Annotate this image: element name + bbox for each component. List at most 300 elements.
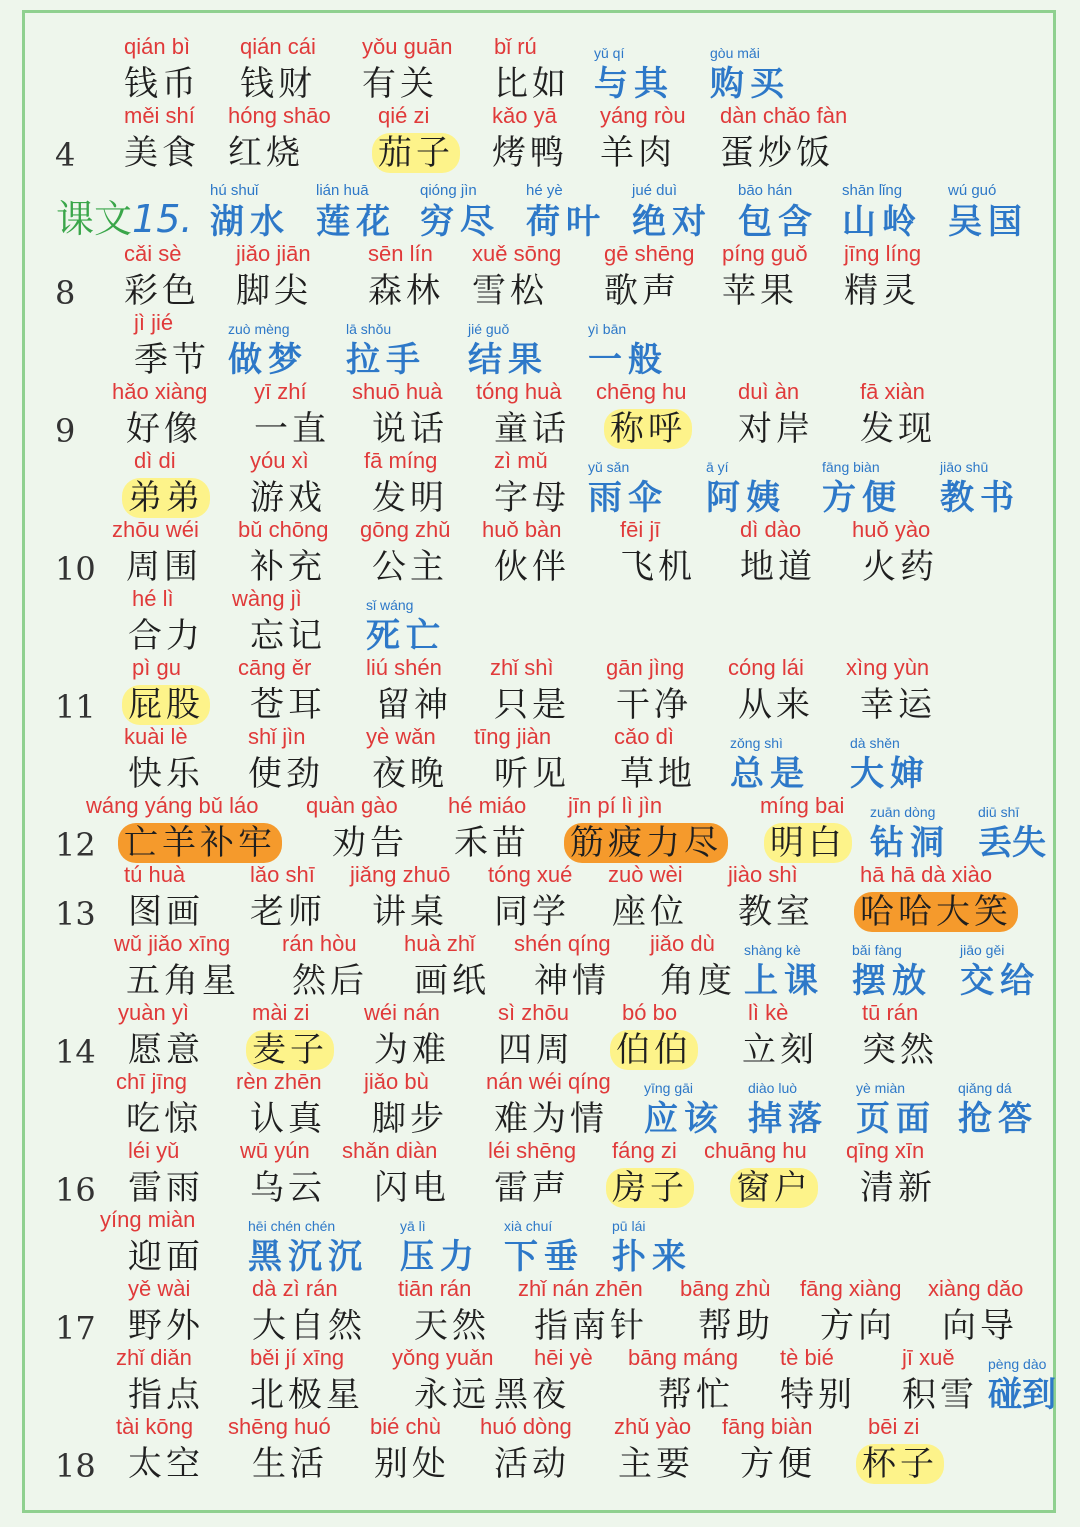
hanzi: 山岭 — [842, 202, 922, 242]
hanzi: 方向 — [820, 1306, 896, 1346]
pinyin: wū yún — [240, 1138, 310, 1163]
pinyin: yóu xì — [250, 448, 309, 473]
hanzi: 美食 — [124, 133, 200, 173]
pinyin: yíng miàn — [100, 1207, 196, 1232]
hanzi: 草地 — [620, 754, 696, 794]
pinyin: fáng zi — [612, 1138, 677, 1163]
pinyin: léi shēng — [488, 1138, 577, 1163]
pinyin: wàng jì — [232, 586, 302, 611]
hanzi: 画纸 — [414, 961, 490, 1001]
pinyin: zhǐ nán zhēn — [518, 1276, 643, 1301]
pinyin: xiàng dǎo — [928, 1276, 1024, 1301]
pinyin: hé miáo — [448, 793, 527, 818]
pinyin: bǐ rú — [494, 34, 537, 59]
pinyin: lā shǒu — [346, 321, 392, 337]
lesson-number: 17 — [55, 1309, 96, 1347]
pinyin: qián cái — [240, 34, 316, 59]
hanzi: 钱币 — [124, 64, 200, 104]
hanzi: 野外 — [128, 1306, 204, 1346]
hanzi: 教室 — [738, 892, 814, 932]
hanzi: 黑夜 — [494, 1375, 570, 1415]
hanzi: 麦子 — [246, 1030, 334, 1070]
pinyin: shǐ jìn — [248, 724, 306, 749]
pinyin: fāng biàn — [722, 1414, 813, 1439]
pinyin: gē shēng — [604, 241, 695, 266]
pinyin: huǒ yào — [852, 517, 931, 542]
lesson-number: 14 — [55, 1033, 96, 1071]
pinyin: cāng ěr — [238, 655, 312, 680]
pinyin: zuān dòng — [870, 804, 936, 820]
pinyin: cǎo dì — [614, 724, 674, 749]
hanzi: 夜晚 — [372, 754, 448, 794]
hanzi: 哈哈大笑 — [854, 892, 1018, 932]
word-row — [0, 862, 1080, 934]
pinyin: duì àn — [738, 379, 800, 404]
pinyin: shén qíng — [514, 931, 611, 956]
pinyin: jiǎo jiān — [236, 241, 311, 266]
pinyin: kǎo yā — [492, 103, 557, 128]
pinyin: jì jié — [134, 310, 174, 335]
pinyin: zhǐ shì — [490, 655, 554, 680]
pinyin: nán wéi qíng — [486, 1069, 611, 1094]
hanzi: 大婶 — [850, 754, 930, 794]
hanzi: 从来 — [738, 685, 814, 725]
hanzi: 指南针 — [534, 1306, 648, 1346]
pinyin: yī zhí — [254, 379, 307, 404]
hanzi: 童话 — [494, 409, 570, 449]
pinyin: měi shí — [124, 103, 195, 128]
pinyin: yáng ròu — [600, 103, 686, 128]
hanzi: 雷雨 — [128, 1168, 204, 1208]
hanzi: 永远 — [414, 1375, 490, 1415]
pinyin: jiāo shū — [940, 459, 989, 475]
pinyin: gān jìng — [606, 655, 685, 680]
pinyin: diū shī — [978, 804, 1020, 820]
hanzi: 天然 — [414, 1306, 490, 1346]
pinyin: hé lì — [132, 586, 174, 611]
pinyin: qián bì — [124, 34, 191, 59]
pinyin: pì gu — [132, 655, 181, 680]
hanzi: 绝对 — [632, 202, 712, 242]
hanzi: 神情 — [534, 961, 610, 1001]
hanzi: 荷叶 — [526, 202, 606, 242]
pinyin: chuāng hu — [704, 1138, 807, 1163]
hanzi: 比如 — [494, 64, 570, 104]
pinyin: zhǔ yào — [614, 1414, 692, 1439]
hanzi: 莲花 — [316, 202, 396, 242]
pinyin: jīng líng — [844, 241, 922, 266]
pinyin: mài zi — [252, 1000, 310, 1025]
hanzi: 愿意 — [128, 1030, 204, 1070]
hanzi: 干净 — [616, 685, 692, 725]
hanzi: 称呼 — [604, 409, 692, 449]
pinyin: rán hòu — [282, 931, 357, 956]
lesson-number: 13 — [55, 895, 96, 933]
hanzi: 明白 — [764, 823, 852, 863]
pinyin: jiāo gěi — [960, 942, 1005, 958]
hanzi: 摆放 — [852, 961, 932, 1001]
pinyin: hóng shāo — [228, 103, 331, 128]
pinyin: sǐ wáng — [366, 597, 414, 613]
hanzi: 讲桌 — [372, 892, 448, 932]
pinyin: fēi jī — [620, 517, 661, 542]
pinyin: huà zhǐ — [404, 931, 475, 956]
hanzi: 帮助 — [698, 1306, 774, 1346]
pinyin: gōng zhǔ — [360, 517, 451, 542]
pinyin: jiǎng zhuō — [350, 862, 451, 887]
pinyin: qīng xīn — [846, 1138, 925, 1163]
hanzi: 包含 — [738, 202, 818, 242]
pinyin: xuě sōng — [472, 241, 562, 266]
hanzi: 脚步 — [372, 1099, 448, 1139]
hanzi: 脚尖 — [236, 271, 312, 311]
hanzi: 湖水 — [210, 202, 290, 242]
pinyin: yā lì — [400, 1218, 426, 1234]
word-row — [0, 793, 1080, 865]
pinyin: jiǎo bù — [364, 1069, 429, 1094]
pinyin: zì mǔ — [494, 448, 548, 473]
pinyin: xìng yùn — [846, 655, 930, 680]
word-row — [0, 310, 1080, 382]
hanzi: 火药 — [862, 547, 938, 587]
hanzi: 穷尽 — [420, 202, 500, 242]
pinyin: fāng xiàng — [800, 1276, 902, 1301]
hanzi: 难为情 — [494, 1099, 608, 1139]
pinyin: chēng hu — [596, 379, 687, 404]
hanzi: 钱财 — [240, 64, 316, 104]
hanzi: 房子 — [606, 1168, 694, 1208]
hanzi: 下垂 — [504, 1237, 584, 1277]
pinyin: fā xiàn — [860, 379, 925, 404]
pinyin: léi yǔ — [128, 1138, 180, 1163]
hanzi: 地道 — [740, 547, 816, 587]
pinyin: yǒu guān — [362, 34, 453, 59]
word-row — [0, 1414, 1080, 1486]
pinyin: zuò mèng — [228, 321, 290, 337]
pinyin: sì zhōu — [498, 1000, 569, 1025]
pinyin: huó dòng — [480, 1414, 572, 1439]
hanzi: 北极星 — [250, 1375, 364, 1415]
hanzi: 购买 — [710, 64, 790, 104]
hanzi: 四周 — [498, 1030, 574, 1070]
pinyin: tài kōng — [116, 1414, 194, 1439]
hanzi: 忘记 — [250, 616, 326, 656]
hanzi: 伙伴 — [494, 547, 570, 587]
pinyin: jié guǒ — [468, 321, 510, 337]
word-row — [0, 1000, 1080, 1072]
pinyin: wú guó — [948, 182, 997, 199]
hanzi: 钻洞 — [870, 823, 950, 863]
lesson-number: 11 — [55, 688, 96, 726]
pinyin: hā hā dà xiào — [860, 862, 993, 887]
hanzi: 座位 — [612, 892, 688, 932]
hanzi: 抢答 — [958, 1099, 1038, 1139]
hanzi: 合力 — [128, 616, 204, 656]
pinyin: tú huà — [124, 862, 186, 887]
hanzi: 茄子 — [372, 133, 460, 173]
hanzi: 方便 — [822, 478, 902, 518]
hanzi: 为难 — [374, 1030, 450, 1070]
hanzi: 听见 — [494, 754, 570, 794]
pinyin: bǎi fàng — [852, 942, 902, 958]
pinyin: hé yè — [526, 182, 563, 199]
pinyin: qiǎng dá — [958, 1080, 1012, 1096]
hanzi: 只是 — [494, 685, 570, 725]
hanzi: 使劲 — [248, 754, 324, 794]
word-row — [0, 241, 1080, 313]
pinyin: shuō huà — [352, 379, 443, 404]
hanzi: 主要 — [618, 1444, 694, 1484]
hanzi: 弟弟 — [122, 478, 210, 518]
pinyin: bó bo — [622, 1000, 678, 1025]
pinyin: tè bié — [780, 1345, 834, 1370]
pinyin: fā míng — [364, 448, 438, 473]
hanzi: 劝告 — [332, 823, 408, 863]
pinyin: yè wǎn — [366, 724, 436, 749]
hanzi: 活动 — [494, 1444, 570, 1484]
hanzi: 黑沉沉 — [248, 1237, 368, 1277]
hanzi: 别处 — [374, 1444, 450, 1484]
pinyin: dà zì rán — [252, 1276, 338, 1301]
pinyin: tīng jiàn — [474, 724, 552, 749]
pinyin: dì dào — [740, 517, 802, 542]
hanzi: 方便 — [740, 1444, 816, 1484]
pinyin: bēi zi — [868, 1414, 920, 1439]
pinyin: huǒ bàn — [482, 517, 562, 542]
pinyin: zǒng shì — [730, 735, 783, 751]
word-row — [0, 586, 1080, 658]
word-row — [0, 1207, 1080, 1279]
hanzi: 乌云 — [250, 1168, 326, 1208]
pinyin: bāo hán — [738, 182, 793, 199]
pinyin: wǔ jiǎo xīng — [114, 931, 231, 956]
hanzi: 幸运 — [860, 685, 936, 725]
word-row — [0, 517, 1080, 589]
hanzi: 快乐 — [128, 754, 204, 794]
pinyin: cóng lái — [728, 655, 804, 680]
hanzi: 结果 — [468, 340, 548, 380]
pinyin: bǔ chōng — [238, 517, 329, 542]
pinyin: shēng huó — [228, 1414, 331, 1439]
word-row — [0, 1069, 1080, 1141]
hanzi: 然后 — [292, 961, 368, 1001]
hanzi: 吴国 — [948, 202, 1028, 242]
hanzi: 说话 — [372, 409, 448, 449]
pinyin: yě wài — [128, 1276, 191, 1301]
hanzi: 碰到 — [988, 1375, 1056, 1415]
pinyin: yǒng yuǎn — [392, 1345, 494, 1370]
hanzi: 红烧 — [228, 133, 304, 173]
pinyin: lì kè — [748, 1000, 789, 1025]
hanzi: 清新 — [860, 1168, 936, 1208]
pinyin: zuò wèi — [608, 862, 683, 887]
hanzi: 大自然 — [252, 1306, 366, 1346]
hanzi: 屁股 — [122, 685, 210, 725]
pinyin: dàn chǎo fàn — [720, 103, 848, 128]
pinyin: shān lǐng — [842, 182, 903, 199]
pinyin: jiǎo dù — [650, 931, 715, 956]
pinyin: jī xuě — [902, 1345, 955, 1370]
word-row — [0, 103, 1080, 175]
hanzi: 向导 — [942, 1306, 1018, 1346]
hanzi: 拉手 — [346, 340, 426, 380]
word-row — [0, 1276, 1080, 1348]
hanzi: 阿姨 — [706, 478, 786, 518]
pinyin: hēi yè — [534, 1345, 593, 1370]
pinyin: yǔ qí — [594, 45, 625, 61]
pinyin: hǎo xiàng — [112, 379, 208, 404]
hanzi: 与其 — [594, 64, 674, 104]
pinyin: xià chuí — [504, 1218, 553, 1234]
hanzi: 认真 — [250, 1099, 326, 1139]
lesson-title-prefix: 课文 — [56, 197, 133, 241]
pinyin: yì bān — [588, 321, 627, 337]
hanzi: 积雪 — [902, 1375, 978, 1415]
pinyin: tóng huà — [476, 379, 562, 404]
hanzi: 老师 — [250, 892, 326, 932]
hanzi: 一直 — [254, 409, 330, 449]
word-row — [0, 34, 1080, 106]
pinyin: yīng gāi — [644, 1080, 694, 1096]
pinyin: bāng zhù — [680, 1276, 771, 1301]
hanzi: 雷声 — [494, 1168, 570, 1208]
pinyin: chī jīng — [116, 1069, 187, 1094]
hanzi: 丢失 — [978, 823, 1046, 863]
pinyin: sēn lín — [368, 241, 433, 266]
word-row — [0, 448, 1080, 520]
pinyin: quàn gào — [306, 793, 398, 818]
hanzi: 苍耳 — [250, 685, 326, 725]
hanzi: 彩色 — [124, 271, 200, 311]
lesson-title-number: 15. — [132, 197, 193, 241]
hanzi: 同学 — [494, 892, 570, 932]
hanzi: 扑来 — [612, 1237, 692, 1277]
hanzi: 立刻 — [742, 1030, 818, 1070]
pinyin: bāng máng — [628, 1345, 739, 1370]
lesson-number: 18 — [55, 1447, 96, 1485]
hanzi: 好像 — [126, 409, 202, 449]
pinyin: wéi nán — [364, 1000, 440, 1025]
hanzi: 游戏 — [250, 478, 326, 518]
pinyin: shàng kè — [744, 942, 801, 958]
pinyin: fāng biàn — [822, 459, 880, 475]
pinyin: wáng yáng bǔ láo — [86, 793, 259, 818]
lesson-number: 8 — [55, 274, 76, 312]
pinyin: hēi chén chén — [248, 1218, 336, 1234]
pinyin: tóng xué — [488, 862, 573, 887]
pinyin: lián huā — [316, 182, 369, 199]
hanzi: 指点 — [128, 1375, 204, 1415]
pinyin: zhǐ diǎn — [116, 1345, 192, 1370]
word-row — [0, 724, 1080, 796]
hanzi: 迎面 — [128, 1237, 204, 1277]
hanzi: 总是 — [730, 754, 810, 794]
hanzi: 角度 — [660, 961, 736, 1001]
pinyin: qié zi — [378, 103, 430, 128]
hanzi: 羊肉 — [600, 133, 676, 173]
hanzi: 精灵 — [844, 271, 920, 311]
word-row — [0, 1138, 1080, 1210]
hanzi: 森林 — [368, 271, 444, 311]
pinyin: tū rán — [862, 1000, 919, 1025]
hanzi: 留神 — [376, 685, 452, 725]
pinyin: yè miàn — [856, 1080, 906, 1096]
pinyin: lǎo shī — [250, 862, 315, 887]
hanzi: 杯子 — [856, 1444, 944, 1484]
hanzi: 对岸 — [738, 409, 814, 449]
hanzi: 禾苗 — [454, 823, 530, 863]
hanzi: 雪松 — [472, 271, 548, 311]
pinyin: qióng jìn — [420, 182, 477, 199]
hanzi: 歌声 — [604, 271, 680, 311]
hanzi: 苹果 — [722, 271, 798, 311]
lesson-number: 4 — [55, 136, 76, 174]
hanzi: 亡羊补牢 — [118, 823, 282, 863]
hanzi: 掉落 — [748, 1099, 828, 1139]
pinyin: diào luò — [748, 1080, 798, 1096]
word-row — [0, 655, 1080, 727]
pinyin: jiào shì — [728, 862, 798, 887]
hanzi: 一般 — [588, 340, 668, 380]
pinyin: yǔ sǎn — [588, 459, 630, 475]
hanzi: 补充 — [250, 547, 326, 587]
hanzi: 闪电 — [374, 1168, 450, 1208]
pinyin: píng guǒ — [722, 241, 808, 266]
pinyin: jīn pí lì jìn — [568, 793, 663, 818]
hanzi: 季节 — [134, 340, 210, 380]
pinyin: zhōu wéi — [112, 517, 199, 542]
word-row — [0, 379, 1080, 451]
pinyin: ā yí — [706, 459, 729, 475]
hanzi: 字母 — [494, 478, 570, 518]
word-row — [0, 1345, 1080, 1417]
lesson-number: 16 — [55, 1171, 96, 1209]
lesson-number: 12 — [55, 826, 96, 864]
pinyin: běi jí xīng — [250, 1345, 345, 1370]
hanzi: 五角星 — [126, 961, 240, 1001]
hanzi: 公主 — [372, 547, 448, 587]
hanzi: 伯伯 — [610, 1030, 698, 1070]
hanzi: 生活 — [252, 1444, 328, 1484]
pinyin: gòu mǎi — [710, 45, 760, 61]
lesson-number: 10 — [55, 550, 96, 588]
hanzi: 压力 — [400, 1237, 480, 1277]
pinyin: pèng dào — [988, 1356, 1047, 1372]
hanzi: 突然 — [862, 1030, 938, 1070]
pinyin: shǎn diàn — [342, 1138, 438, 1163]
pinyin: hú shuǐ — [210, 182, 259, 199]
hanzi: 死亡 — [366, 616, 446, 656]
hanzi: 有关 — [362, 64, 438, 104]
word-row — [0, 176, 1080, 244]
pinyin: rèn zhēn — [236, 1069, 322, 1094]
hanzi: 发现 — [860, 409, 936, 449]
hanzi: 应该 — [644, 1099, 724, 1139]
hanzi: 烤鸭 — [492, 133, 568, 173]
hanzi: 周围 — [126, 547, 202, 587]
word-row — [0, 931, 1080, 1003]
hanzi: 特别 — [780, 1375, 856, 1415]
hanzi: 图画 — [128, 892, 204, 932]
hanzi: 筋疲力尽 — [564, 823, 728, 863]
hanzi: 交给 — [960, 961, 1040, 1001]
hanzi: 窗户 — [730, 1168, 818, 1208]
hanzi: 做梦 — [228, 340, 308, 380]
pinyin: bié chù — [370, 1414, 441, 1439]
pinyin: míng bai — [760, 793, 845, 818]
pinyin: liú shén — [366, 655, 442, 680]
pinyin: yuàn yì — [118, 1000, 189, 1025]
